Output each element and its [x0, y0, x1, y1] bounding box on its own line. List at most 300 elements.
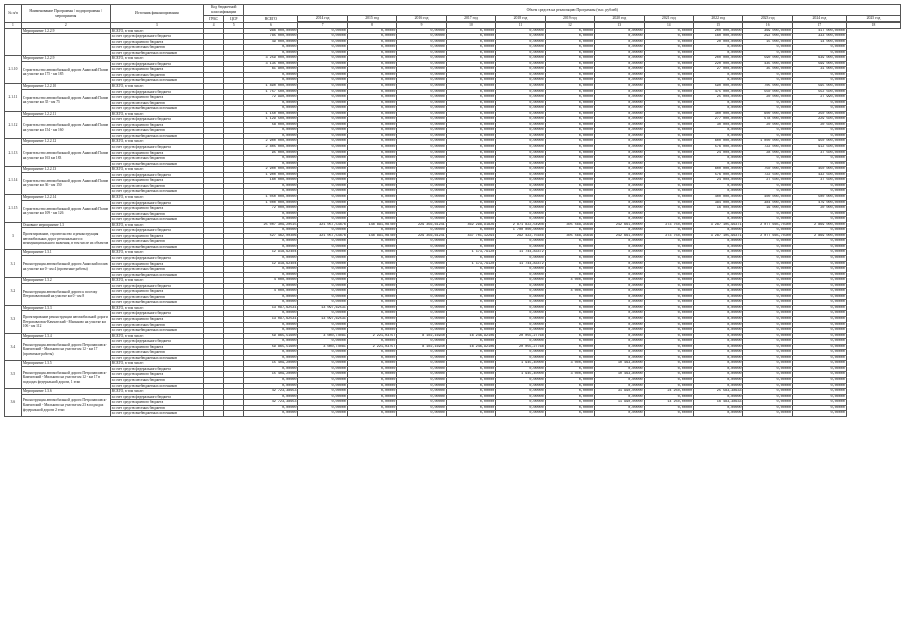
year-amount: 0,00000 — [298, 139, 347, 145]
year-amount: 300 000,00000 — [694, 111, 743, 117]
year-amount: 0,00000 — [397, 128, 446, 134]
year-amount: 0,00000 — [446, 255, 495, 261]
year-amount: 0,00000 — [595, 67, 644, 73]
year-amount: 0,00000 — [694, 272, 743, 278]
year-amount: 0,00000 — [644, 255, 693, 261]
year-amount: 16 000,00000 — [743, 206, 792, 212]
total-amount: 0,00000 — [244, 244, 298, 250]
activity-name: Строительство автомобильной дороги Анапский Полив на участке км 35 - км 75 — [21, 89, 110, 111]
year-amount: 437 701,12294 — [446, 233, 495, 239]
column-number: 1 — [5, 23, 22, 29]
total-amount: 2 805 000,00000 — [244, 145, 298, 151]
year-amount: 0,00000 — [694, 78, 743, 84]
year-amount: 0,00000 — [595, 106, 644, 112]
year-amount: 0,00000 — [298, 133, 347, 139]
year-amount: 0,00000 — [792, 350, 846, 356]
total-amount: 49 000,00000 — [244, 39, 298, 45]
year-amount: 11 744,83472 — [496, 261, 545, 267]
total-amount: 72 990,00000 — [244, 95, 298, 101]
total-amount: 0,00000 — [244, 328, 298, 334]
activity-name: Реконструкция автомобильной дороги к поселку Петропавловский на участке км 0 - км 8 — [21, 283, 110, 305]
year-amount: 25 000,00000 — [694, 95, 743, 101]
year-amount: 0,00000 — [446, 84, 495, 90]
year-amount: 0,00000 — [397, 244, 446, 250]
column-number: 4 — [203, 23, 223, 29]
year-amount: 0,00000 — [743, 211, 792, 217]
year-amount: 0,00000 — [347, 244, 396, 250]
year-amount: 0,00000 — [496, 389, 545, 395]
year-amount: 0,00000 — [298, 411, 347, 417]
year-amount: 0,00000 — [397, 189, 446, 195]
year-amount: 0,00000 — [743, 316, 792, 322]
year-amount: 0,00000 — [397, 305, 446, 311]
year-amount: 0,00000 — [792, 394, 846, 400]
activity-index: 3.3 — [5, 305, 22, 333]
year-amount: 0,00000 — [743, 78, 792, 84]
year-amount: 750 000,00000 — [743, 167, 792, 173]
year-amount: 0,00000 — [298, 106, 347, 112]
year-amount: 0,00000 — [694, 328, 743, 334]
year-amount: 0,00000 — [298, 67, 347, 73]
activity-index: 2.1.13 — [5, 139, 22, 167]
year-amount: 292 422,75646 — [496, 233, 545, 239]
source-label: ВСЕГО, в том числе: — [110, 222, 203, 228]
year-amount: 0,00000 — [792, 411, 846, 417]
table-header — [5, 5, 901, 29]
year-amount: 0,00000 — [792, 344, 846, 350]
total-amount: 0,00000 — [244, 272, 298, 278]
year-amount: 0,00000 — [743, 45, 792, 51]
total-amount: 1 150 000,00000 — [244, 111, 298, 117]
year-amount: 0,00000 — [545, 333, 594, 339]
year-amount: 0,00000 — [397, 328, 446, 334]
year-amount: 0,00000 — [397, 283, 446, 289]
activity-title: Мероприятие 1.3.3 — [21, 305, 110, 311]
year-amount: 0,00000 — [743, 272, 792, 278]
year-amount: 0,00000 — [545, 183, 594, 189]
year-amount: 0,00000 — [792, 250, 846, 256]
year-amount: 0,00000 — [545, 294, 594, 300]
year-amount: 0,00000 — [446, 100, 495, 106]
year-amount: 705 000,00000 — [743, 84, 792, 90]
source-label: за счет средств внебюджетных источников — [110, 272, 203, 278]
year-amount: 0,00000 — [397, 350, 446, 356]
year-amount: 0,00000 — [397, 194, 446, 200]
year-amount: 0,00000 — [743, 300, 792, 306]
year-amount: 273 750,00000 — [644, 222, 693, 228]
year-amount: 0,00000 — [644, 267, 693, 273]
funding-row — [5, 411, 901, 417]
year-amount: 0,00000 — [298, 339, 347, 345]
year-amount: 0,00000 — [644, 283, 693, 289]
year-amount: 0,00000 — [446, 267, 495, 273]
year-amount: 3 000,00000 — [545, 361, 594, 367]
year-amount: 273 750,00000 — [644, 233, 693, 239]
year-amount: 0,00000 — [298, 50, 347, 56]
year-amount: 0,00000 — [347, 100, 396, 106]
year-amount: 0,00000 — [743, 50, 792, 56]
activity-index: 3.4 — [5, 333, 22, 361]
year-amount: 0,00000 — [644, 133, 693, 139]
year-amount: 0,00000 — [694, 361, 743, 367]
year-amount: 0,00000 — [644, 328, 693, 334]
year-amount: 0,00000 — [694, 378, 743, 384]
year-amount: 0,00000 — [743, 217, 792, 223]
total-amount: 25 007 309,20515 — [244, 222, 298, 228]
year-amount: 0,00000 — [397, 322, 446, 328]
year-amount: 0,00000 — [545, 34, 594, 40]
total-amount: 0,00000 — [244, 294, 298, 300]
year-amount: 0,00000 — [446, 200, 495, 206]
header-volume: Объем средств на реализацию Программы (тыс. рублей) — [244, 5, 901, 16]
source-label: за счет средств местных бюджетов — [110, 378, 203, 384]
year-amount: 0,00000 — [694, 161, 743, 167]
year-amount: 0,00000 — [644, 244, 693, 250]
year-amount: 0,00000 — [595, 261, 644, 267]
year-amount: 0,00000 — [743, 278, 792, 284]
year-amount: 0,00000 — [446, 150, 495, 156]
year-amount: 0,00000 — [347, 389, 396, 395]
year-amount: 242 661,00000 — [595, 233, 644, 239]
year-amount: 0,00000 — [545, 194, 594, 200]
year-amount: 0,00000 — [694, 289, 743, 295]
year-amount: 0,00000 — [792, 261, 846, 267]
year-amount: 0,00000 — [298, 189, 347, 195]
activity-index: 3.2 — [5, 278, 22, 306]
year-amount: 0,00000 — [644, 339, 693, 345]
year-amount: 0,00000 — [397, 400, 446, 406]
year-amount: 27 990,00000 — [792, 95, 846, 101]
year-amount: 0,00000 — [347, 328, 396, 334]
total-amount: 0,00000 — [244, 50, 298, 56]
year-amount: 0,00000 — [347, 45, 396, 51]
year-amount: 148 891,08780 — [347, 222, 396, 228]
year-amount: 0,00000 — [644, 239, 693, 245]
year-amount: 0,00000 — [446, 372, 495, 378]
year-amount: 0,00000 — [694, 128, 743, 134]
year-amount: 0,00000 — [595, 350, 644, 356]
year-amount: 0,00000 — [545, 78, 594, 84]
year-amount: 0,00000 — [397, 278, 446, 284]
year-amount: 0,00000 — [496, 206, 545, 212]
year-amount: 0,00000 — [792, 355, 846, 361]
source-label: за счет средств федерального бюджета — [110, 172, 203, 178]
total-amount: 0,00000 — [244, 350, 298, 356]
activity-name — [21, 34, 110, 56]
year-amount: 0,00000 — [298, 211, 347, 217]
year-amount: 0,00000 — [792, 156, 846, 162]
source-label: за счет средств местных бюджетов — [110, 183, 203, 189]
year-amount: 0,00000 — [496, 133, 545, 139]
year-amount: 0,00000 — [644, 300, 693, 306]
year-amount: 0,00000 — [644, 261, 693, 267]
year-amount: 0,00000 — [347, 167, 396, 173]
year-amount: 0,00000 — [347, 161, 396, 167]
year-amount: 0,00000 — [792, 289, 846, 295]
source-label: за счет средств краевого бюджета — [110, 289, 203, 295]
year-amount: 0,00000 — [595, 211, 644, 217]
year-amount: 0,00000 — [496, 322, 545, 328]
year-amount: 0,00000 — [792, 383, 846, 389]
year-amount: 0,00000 — [347, 261, 396, 267]
year-amount: 0,00000 — [446, 383, 495, 389]
year-amount: 0,00000 — [397, 161, 446, 167]
year-amount: 0,00000 — [446, 300, 495, 306]
year-amount: 0,00000 — [545, 311, 594, 317]
total-amount: 1 757 500,00000 — [244, 89, 298, 95]
year-amount: 0,00000 — [496, 239, 545, 245]
source-label: ВСЕГО, в том числе: — [110, 278, 203, 284]
year-amount: 0,00000 — [298, 95, 347, 101]
year-amount: 0,00000 — [397, 289, 446, 295]
year-amount: 0,00000 — [298, 89, 347, 95]
year-amount: 0,00000 — [347, 355, 396, 361]
year-amount: 0,00000 — [347, 67, 396, 73]
year-amount: 0,00000 — [496, 89, 545, 95]
year-amount: 0,00000 — [644, 378, 693, 384]
year-amount: 0,00000 — [595, 289, 644, 295]
year-amount: 0,00000 — [397, 239, 446, 245]
year-amount: 0,00000 — [298, 78, 347, 84]
year-amount: 0,00000 — [792, 228, 846, 234]
year-amount: 0,00000 — [595, 411, 644, 417]
source-label: за счет средств внебюджетных источников — [110, 411, 203, 417]
source-label: ВСЕГО, в том числе: — [110, 389, 203, 395]
year-amount: 0,00000 — [397, 122, 446, 128]
source-label: за счет средств федерального бюджета — [110, 117, 203, 123]
year-amount: 0,00000 — [347, 405, 396, 411]
year-amount: 0,00000 — [446, 161, 495, 167]
year-amount: 0,00000 — [298, 322, 347, 328]
total-amount: 12 918,62404 — [244, 250, 298, 256]
year-amount: 0,00000 — [298, 122, 347, 128]
total-amount: 0,00000 — [244, 106, 298, 112]
year-amount: 0,00000 — [694, 267, 743, 273]
year-amount: 0,00000 — [644, 106, 693, 112]
total-amount: 0,00000 — [244, 267, 298, 273]
year-amount: 0,00000 — [545, 300, 594, 306]
year-amount: 0,00000 — [446, 89, 495, 95]
year-amount: 0,00000 — [347, 39, 396, 45]
year-amount: 0,00000 — [545, 267, 594, 273]
year-amount: 0,00000 — [694, 250, 743, 256]
year-amount: 0,00000 — [743, 106, 792, 112]
year-amount: 0,00000 — [298, 350, 347, 356]
source-label: за счет средств местных бюджетов — [110, 322, 203, 328]
year-amount: 2 221,03757 — [347, 344, 396, 350]
year-amount: 0,00000 — [347, 278, 396, 284]
year-amount: 0,00000 — [397, 211, 446, 217]
year-amount: 0,00000 — [545, 45, 594, 51]
year-amount: 0,00000 — [298, 289, 347, 295]
year-amount: 0,00000 — [298, 34, 347, 40]
year-amount: 0,00000 — [545, 156, 594, 162]
year-amount: 384 000,00000 — [743, 200, 792, 206]
year-amount: 200 000,00000 — [694, 28, 743, 34]
year-amount: 0,00000 — [644, 206, 693, 212]
year-amount: 0,00000 — [545, 355, 594, 361]
header-year: 2024 год — [792, 16, 846, 22]
activity-title: Мероприятие 1.3.5 — [21, 361, 110, 367]
source-label: ВСЕГО, в том числе: — [110, 333, 203, 339]
year-amount: 0,00000 — [595, 72, 644, 78]
year-amount: 0,00000 — [496, 394, 545, 400]
year-amount: 0,00000 — [496, 350, 545, 356]
year-amount: 462 298,91826 — [446, 222, 495, 228]
year-amount: 0,00000 — [347, 211, 396, 217]
year-amount: 0,00000 — [545, 378, 594, 384]
year-amount: 0,00000 — [446, 400, 495, 406]
year-amount: 0,00000 — [644, 156, 693, 162]
year-amount: 0,00000 — [397, 139, 446, 145]
year-amount: 0,00000 — [298, 117, 347, 123]
year-amount: 0,00000 — [397, 394, 446, 400]
budget-code-cell — [224, 411, 244, 417]
year-amount: 0,00000 — [347, 283, 396, 289]
column-number: 7 — [298, 23, 347, 29]
year-amount: 0,00000 — [446, 228, 495, 234]
year-amount: 0,00000 — [347, 133, 396, 139]
year-amount: 0,00000 — [694, 156, 743, 162]
year-amount: 0,00000 — [595, 117, 644, 123]
year-amount: 16 483,38633 — [694, 400, 743, 406]
year-amount: 0,00000 — [792, 405, 846, 411]
year-amount: 0,00000 — [496, 411, 545, 417]
year-amount: 0,00000 — [743, 394, 792, 400]
year-amount: 500 000,00000 — [792, 194, 846, 200]
year-amount: 0,00000 — [496, 200, 545, 206]
year-amount: 0,00000 — [792, 50, 846, 56]
year-amount: 1 700 000,00000 — [496, 228, 545, 234]
column-number: 11 — [496, 23, 545, 29]
header-code: Код бюджетной классификации — [203, 5, 243, 16]
year-amount: 0,00000 — [347, 228, 396, 234]
year-amount: 20 000,00000 — [743, 122, 792, 128]
year-amount: 0,00000 — [397, 267, 446, 273]
year-amount: 2 871 822,54908 — [496, 222, 545, 228]
year-amount: 229 356,61241 — [397, 222, 446, 228]
year-amount: 0,00000 — [545, 89, 594, 95]
year-amount: 0,00000 — [446, 128, 495, 134]
year-amount: 0,00000 — [644, 411, 693, 417]
year-amount: 0,00000 — [298, 100, 347, 106]
total-amount: 0,00000 — [244, 78, 298, 84]
total-amount: 12 918,62404 — [244, 261, 298, 267]
year-amount: 0,00000 — [446, 244, 495, 250]
year-amount: 0,00000 — [743, 239, 792, 245]
year-amount: 0,00000 — [397, 383, 446, 389]
year-amount: 0,00000 — [694, 228, 743, 234]
year-amount: 0,00000 — [545, 84, 594, 90]
column-number: 13 — [595, 23, 644, 29]
year-amount: 25 583,38633 — [694, 389, 743, 395]
year-amount: 0,00000 — [792, 305, 846, 311]
year-amount: 0,00000 — [545, 283, 594, 289]
year-amount: 0,00000 — [446, 145, 495, 151]
year-amount: 0,00000 — [397, 84, 446, 90]
year-amount: 0,00000 — [595, 383, 644, 389]
year-amount: 0,00000 — [496, 145, 545, 151]
year-amount: 0,00000 — [298, 250, 347, 256]
year-amount: 0,00000 — [644, 145, 693, 151]
year-amount: 15 000,00000 — [743, 39, 792, 45]
year-amount: 0,00000 — [644, 211, 693, 217]
year-amount: 0,00000 — [347, 255, 396, 261]
year-amount: 0,00000 — [595, 217, 644, 223]
year-amount: 0,00000 — [298, 228, 347, 234]
year-amount: 0,00000 — [792, 366, 846, 372]
year-amount: 0,00000 — [347, 311, 396, 317]
year-amount: 0,00000 — [347, 217, 396, 223]
year-amount: 0,00000 — [496, 78, 545, 84]
year-amount: 11 744,83472 — [496, 250, 545, 256]
year-amount: 1 173,79120 — [446, 261, 495, 267]
year-amount: 0,00000 — [496, 139, 545, 145]
year-amount: 0,00000 — [496, 167, 545, 173]
document-page — [4, 4, 901, 636]
year-amount: 0,00000 — [595, 61, 644, 67]
year-amount: 0,00000 — [545, 316, 594, 322]
year-amount: 0,00000 — [694, 283, 743, 289]
year-amount: 0,00000 — [347, 361, 396, 367]
year-amount: 333 000,00000 — [792, 34, 846, 40]
year-amount: 0,00000 — [545, 400, 594, 406]
year-amount: 0,00000 — [298, 405, 347, 411]
year-amount: 0,00000 — [644, 161, 693, 167]
year-amount: 0,00000 — [347, 78, 396, 84]
year-amount: 0,00000 — [644, 350, 693, 356]
year-amount: 0,00000 — [496, 39, 545, 45]
activity-name: Реконструкция автомобильной дороги Петропавловск-Камчатский - Мильково на участке км 12 - км 17 в подходах федеральной дороги, 1 этап — [21, 366, 110, 388]
year-amount: 0,00000 — [644, 294, 693, 300]
total-amount: 42 723,38653 — [244, 400, 298, 406]
total-amount: 4 000,00000 — [244, 289, 298, 295]
year-amount: 0,00000 — [347, 183, 396, 189]
year-amount: 0,00000 — [694, 350, 743, 356]
year-amount: 0,00000 — [347, 194, 396, 200]
header-num: № п/п — [5, 5, 22, 23]
year-amount: 0,00000 — [397, 311, 446, 317]
year-amount: 0,00000 — [496, 300, 545, 306]
year-amount: 0,00000 — [644, 366, 693, 372]
year-amount: 0,00000 — [496, 294, 545, 300]
year-amount: 0,00000 — [644, 394, 693, 400]
year-amount: 0,00000 — [347, 111, 396, 117]
year-amount: 0,00000 — [298, 328, 347, 334]
year-amount: 0,00000 — [792, 183, 846, 189]
year-amount: 599 000,00000 — [792, 61, 846, 67]
year-amount: 0,00000 — [298, 167, 347, 173]
column-number: 6 — [244, 23, 298, 29]
year-amount: 0,00000 — [298, 161, 347, 167]
year-amount: 0,00000 — [792, 255, 846, 261]
year-amount: 0,00000 — [347, 34, 396, 40]
activity-index: 2.1.14 — [5, 167, 22, 195]
year-amount: 0,00000 — [347, 372, 396, 378]
year-amount: 0,00000 — [496, 111, 545, 117]
year-amount: 0,00000 — [397, 372, 446, 378]
total-amount: 0,00000 — [244, 189, 298, 195]
year-amount: 0,00000 — [644, 194, 693, 200]
year-amount: 10 463,80000 — [595, 372, 644, 378]
year-amount: 0,00000 — [743, 411, 792, 417]
source-label: ВСЕГО, в том числе: — [110, 56, 203, 62]
year-amount: 0,00000 — [496, 278, 545, 284]
year-amount: 0,00000 — [397, 183, 446, 189]
total-amount: 4 000,00000 — [244, 278, 298, 284]
year-amount: 0,00000 — [347, 117, 396, 123]
source-label: за счет средств федерального бюджета — [110, 366, 203, 372]
